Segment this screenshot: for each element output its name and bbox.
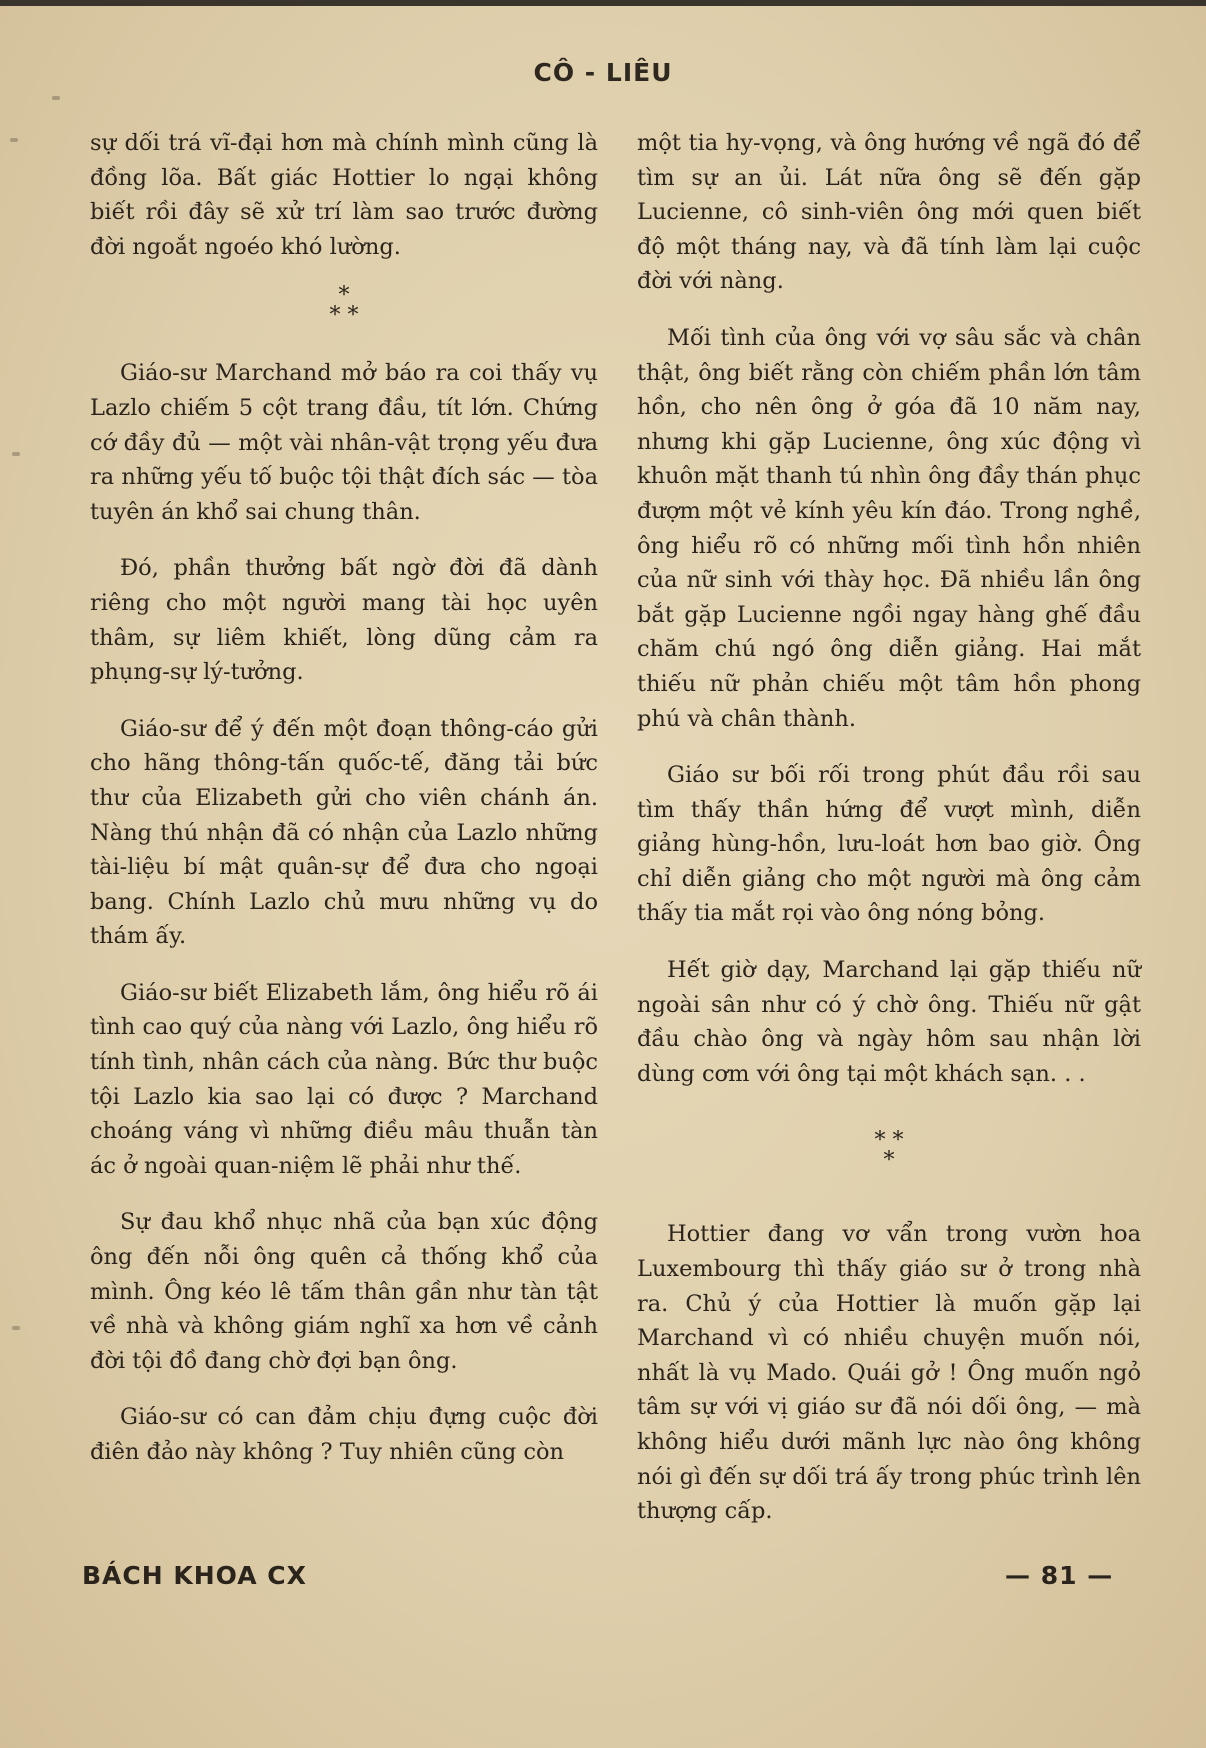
paragraph: Hottier đang vơ vẩn trong vườn hoa Luxembourg thì thấy giáo sư ở trong nhà ra. Chủ ý của Hottier là muốn gặp lại Marchand vì có nhiều chuyện muốn nói, nhất là vụ Mado. Quái gở ! Ông muốn ngỏ tâm sự với vị giáo sư đã nói dối ông, — mà không hiểu dưới mãnh lực nào ông không nói gì đến sự dối trá ấy trong phúc trình lên thượng cấp. [637,1221,1141,1525]
left-column [90,126,598,1492]
paragraph: Mối tình của ông với vợ sâu sắc và chân thật, ông biết rằng còn chiếm phần lớn tâm hồn, cho nên ông ở góa đã 10 năm nay, nhưng khi gặp Lucienne, ông xúc động vì khuôn mặt thanh tú nhìn ông đầy thán phục đượm một vẻ kính yêu kín đáo. Trong nghề, ông hiểu rõ có những mối tình hồn nhiên của nữ sinh với thày học. Đã nhiều lần ông bắt gặp Lucienne ngồi ngay hàng ghế đầu chăm chú ngó ông diễn giảng. Hai mắt thiếu nữ phản chiếu một tâm hồn phong phú và chân thành. [637,324,1141,732]
paragraph: sự dối trá vĩ-đại hơn mà chính mình cũng là đồng lõa. Bất giác Hottier lo ngại không biết rồi đây sẽ xử trí làm sao trước đường đời ngoắt ngoéo khó lường. [90,130,598,260]
top-edge-rule [0,0,1206,6]
separator-star: * [338,283,350,309]
page-number: — 81 — [1005,1561,1114,1590]
separator-stars: * * [329,303,359,329]
running-title: CÔ - LIÊU [533,58,673,87]
magazine-name: BÁCH KHOA CX [82,1561,307,1590]
paragraph: Giáo-sư biết Elizabeth lắm, ông hiểu rõ ái tình cao quý của nàng với Lazlo, ông hiểu rõ tính tình, nhân cách của nàng. Bức thư buộc tội Lazlo kia sao lại có được ? Marchand choáng váng vì những điều mâu thuẫn tàn ác ở ngoài quan-niệm lẽ phải như thế. [90,979,598,1179]
separator-star: * [883,1148,895,1174]
section-separator [90,283,598,329]
paragraph: Hết giờ dạy, Marchand lại gặp thiếu nữ ngoài sân như có ý chờ ông. Thiếu nữ gật đầu chào ông và ngày hôm sau nhận lời dùng cơm với ông tại một khách sạn. . . [637,957,1141,1087]
edge-speck [12,1326,20,1330]
right-column [637,126,1141,1551]
edge-speck [52,96,60,100]
separator-stars: * * [874,1128,904,1154]
paragraph: Giáo sư bối rối trong phút đầu rồi sau tìm thấy thần hứng để vượt mình, diễn giảng hùng-hồn, lưu-loát hơn bao giờ. Ông chỉ diễn giảng cho một người mà ông cảm thấy tia mắt rọi vào ông nóng bỏng. [637,762,1141,927]
paragraph: một tia hy-vọng, và ông hướng về ngã đó để tìm sự an ủi. Lát nữa ông sẽ đến gặp Lucienne, cô sinh-viên ông mới quen biết độ một tháng nay, và đã tính làm lại cuộc đời với nàng. [637,130,1141,295]
section-separator [637,1128,1141,1174]
edge-speck [10,138,18,142]
edge-speck [12,452,20,456]
paragraph: Giáo-sư Marchand mở báo ra coi thấy vụ Lazlo chiếm 5 cột trang đầu, tít lớn. Chứng cớ đầy đủ — một vài nhân-vật trọng yếu đưa ra những yếu tố buộc tội thật đích sác — tòa tuyên án khổ sai chung thân. [90,360,598,525]
paragraph: Giáo-sư có can đảm chịu đựng cuộc đời điên đảo này không ? Tuy nhiên cũng còn [90,1404,598,1465]
paragraph: Đó, phần thưởng bất ngờ đời đã dành riêng cho một người mang tài học uyên thâm, sự liêm khiết, lòng dũng cảm ra phụng-sự lý-tưởng. [90,555,598,686]
paragraph: Sự đau khổ nhục nhã của bạn xúc động ông đến nỗi ông quên cả thống khổ của mình. Ông kéo lê tấm thân gần như tàn tật về nhà và không giám nghĩ xa hơn về cảnh đời tội đồ đang chờ đợi bạn ông. [90,1209,598,1374]
paragraph: Giáo-sư để ý đến một đoạn thông-cáo gửi cho hãng thông-tấn quốc-tế, đăng tải bức thư của Elizabeth gửi cho viên chánh án. Nàng thú nhận đã có nhận của Lazlo những tài-liệu bí mật quân-sự để đưa cho ngoại bang. Chính Lazlo chủ mưu những vụ do thám ấy. [90,715,598,950]
